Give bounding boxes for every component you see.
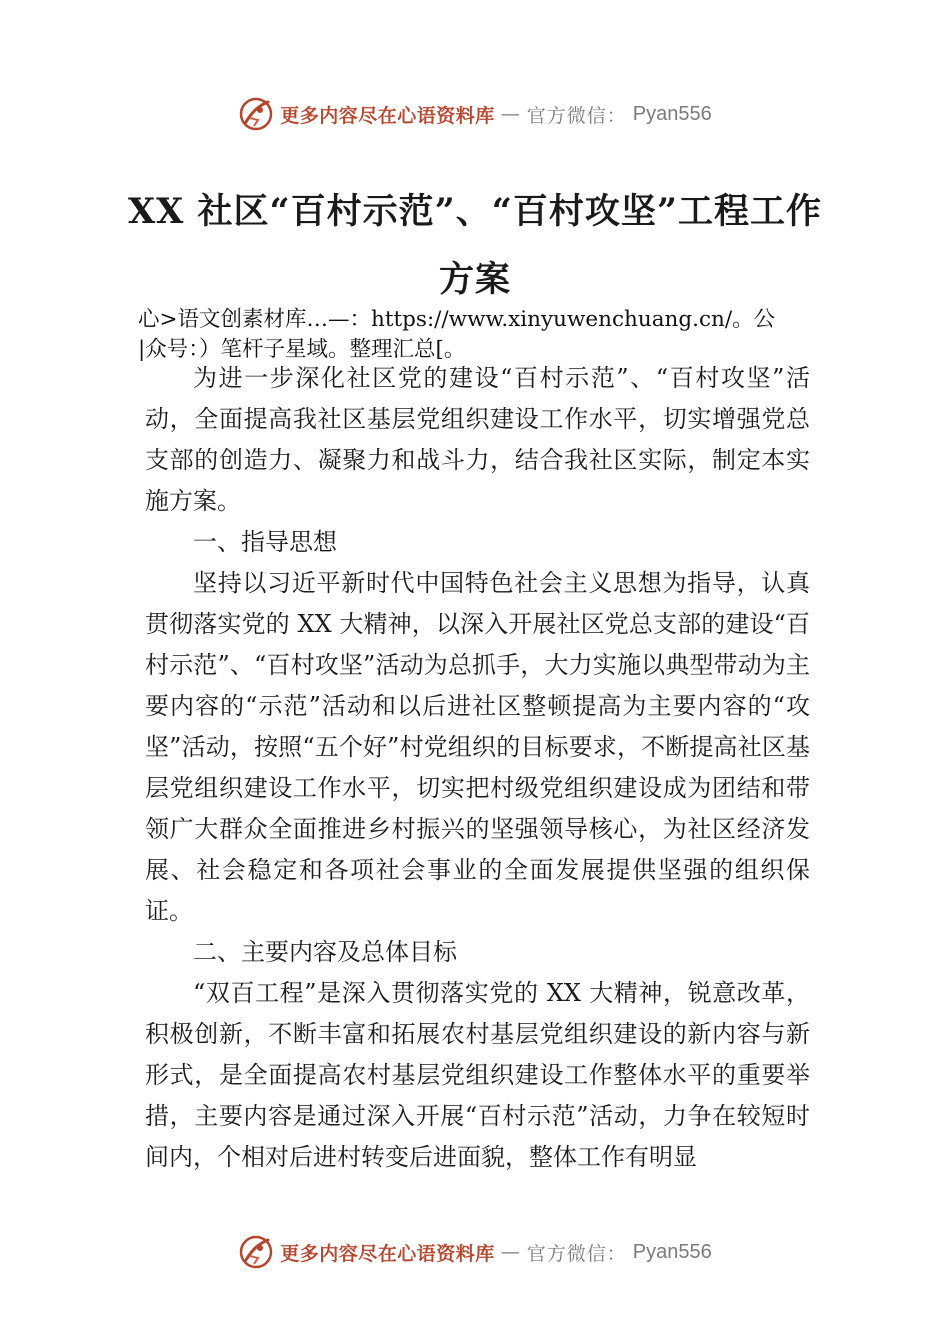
paragraph-main-content: “双百工程”是深入贯彻落实党的 XX 大精神，锐意改革，积极创新，不断丰富和拓展农村基层党组织建设的新内容与新形式，是全面提高农村基层党组织建设工作整体水平的重要举措，主要内容是通过深入开展“百村示范”活动，力争在较短时间内，个相对后进村转变后进面貌，整体工作有明显: [145, 979, 810, 1171]
title-line-1: XX 社区“百村示范”、“百村攻坚”工程工作: [127, 191, 823, 232]
banner-wechat-label: 官方微信：: [526, 104, 627, 127]
paragraph-guiding-thought: 坚持以习近平新时代中国特色社会主义思想为指导，认真贯彻落实党的 XX 大精神，以深入开展社区党总支部的建设“百村示范”、“百村攻坚”活动为总抓手，大力实施以典型带动为主要内容的“示范”活动和以后进社区整顿提高为主要内容的“攻坚”活动，按照“五个好”村党组织的目标要求，不断提高社区基层党组织建设工作水平，切实把村级党组织建设成为团结和带领广大群众全面推进乡村振兴的坚强领导核心，为社区经济发展、社会稳定和各项社会事业的全面发展提供坚强的组织保证。: [145, 569, 810, 925]
banner-wechat-label: 官方微信：: [526, 1242, 627, 1265]
document-body: [145, 358, 810, 1178]
banner-brand-text: 更多内容尽在心语资料库: [280, 1242, 495, 1265]
footer-banner: [0, 1232, 950, 1272]
section-heading-guiding-thought: 一、指导思想: [193, 528, 337, 556]
paragraph-intro: 为进一步深化社区党的建设“百村示范”、“百村攻坚”活动，全面提高我社区基层党组织建设工作水平，切实增强党总支部的创造力、凝聚力和战斗力，结合我社区实际，制定本实施方案。: [145, 364, 810, 515]
brand-logo-icon: [238, 1234, 274, 1270]
banner-wechat-id: Pyan556: [632, 102, 712, 125]
source-line-2: |众号：）笔杆子星域。整理汇总[。: [138, 337, 466, 362]
document-title: [100, 178, 850, 314]
source-note: [138, 305, 838, 365]
title-line-2: 方案: [438, 259, 511, 300]
header-banner: [0, 94, 950, 134]
brand-logo-icon: [238, 96, 274, 132]
banner-wechat-id: Pyan556: [632, 1240, 712, 1263]
source-line-1: 心>语文创素材库…—：https://www.xinyuwenchuang.cn/。公: [138, 307, 776, 332]
banner-dash: —: [500, 103, 521, 125]
section-heading-main-content: 二、主要内容及总体目标: [193, 938, 457, 966]
banner-brand-text: 更多内容尽在心语资料库: [280, 104, 495, 127]
banner-dash: —: [500, 1241, 521, 1263]
